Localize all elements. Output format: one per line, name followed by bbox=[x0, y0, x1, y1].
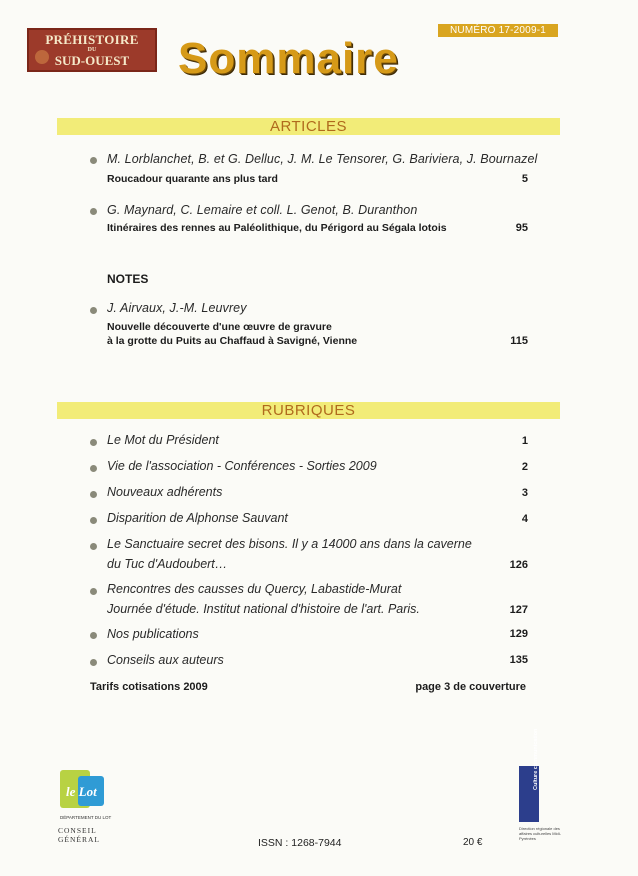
logo-line3: SUD-OUEST bbox=[54, 53, 130, 68]
culture-subtitle: Direction régionale des affaires culturelles Midi-Pyrénées bbox=[519, 826, 561, 841]
rubrique-page: 135 bbox=[509, 654, 528, 666]
bullet-icon bbox=[90, 632, 97, 639]
rubrique-item: Conseils aux auteurs bbox=[107, 653, 224, 667]
rubrique-page: 127 bbox=[509, 604, 528, 616]
bullet-icon bbox=[90, 307, 97, 314]
issue-number: NUMÉRO 17-2009-1 bbox=[438, 24, 558, 37]
bullet-icon bbox=[90, 659, 97, 666]
article-title: Roucadour quarante ans plus tard bbox=[107, 173, 278, 185]
tarifs-label: Tarifs cotisations 2009 bbox=[90, 681, 208, 693]
lot-logo bbox=[58, 770, 113, 818]
rubrique-page: 1 bbox=[521, 435, 528, 447]
rubrique-item-line2: du Tuc d'Audoubert… bbox=[107, 557, 228, 571]
article-authors: G. Maynard, C. Lemaire et coll. L. Genot, B. Duranthon bbox=[107, 203, 418, 217]
rubrique-page: 4 bbox=[521, 513, 528, 525]
rubrique-page: 2 bbox=[521, 461, 528, 473]
logo-line1: PRÉHISTOIRE bbox=[45, 32, 139, 47]
rubrique-item: Rencontres des causses du Quercy, Labastide-Murat bbox=[107, 582, 402, 596]
rubrique-item: Vie de l'association - Conférences - Sorties 2009 bbox=[107, 459, 377, 473]
note-authors: J. Airvaux, J.-M. Leuvrey bbox=[107, 301, 247, 315]
lot-subtitle: DÉPARTEMENT DU LOT bbox=[60, 815, 112, 820]
bullet-icon bbox=[90, 157, 97, 164]
bullet-icon bbox=[90, 588, 97, 595]
conseil-general bbox=[58, 826, 100, 844]
culture-logo-text: Culture communication bbox=[533, 728, 539, 790]
note-page: 115 bbox=[510, 335, 528, 347]
rubrique-page: 3 bbox=[521, 487, 528, 499]
bullet-icon bbox=[90, 543, 97, 550]
page-title: Sommaire bbox=[178, 34, 399, 83]
rubrique-item: Le Sanctuaire secret des bisons. Il y a 14000 ans dans la caverne bbox=[107, 537, 472, 551]
article-title: Itinéraires des rennes au Paléolithique, du Périgord au Ségala lotois bbox=[107, 222, 447, 234]
bullet-icon bbox=[90, 517, 97, 524]
articles-heading: ARTICLES bbox=[57, 118, 560, 135]
conseil-label: CONSEIL bbox=[58, 826, 97, 835]
article-authors: M. Lorblanchet, B. et G. Delluc, J. M. Le Tensorer, G. Bariviera, J. Bournazel bbox=[107, 152, 538, 166]
journal-logo bbox=[27, 28, 157, 72]
logo-line2: DU bbox=[87, 47, 97, 53]
bullet-icon bbox=[90, 465, 97, 472]
note-title-line1: Nouvelle découverte d'une œuvre de gravure bbox=[107, 321, 332, 333]
issn: ISSN : 1268-7944 bbox=[258, 837, 342, 849]
lot-logo-text: le Lot bbox=[66, 784, 97, 799]
rubrique-item: Nos publications bbox=[107, 627, 199, 641]
rubrique-item: Disparition de Alphonse Sauvant bbox=[107, 511, 288, 525]
rubrique-item-line2: Journée d'étude. Institut national d'histoire de l'art. Paris. bbox=[107, 602, 420, 616]
notes-heading: NOTES bbox=[107, 272, 149, 286]
general-label: GÉNÉRAL bbox=[58, 835, 100, 844]
rubrique-item: Nouveaux adhérents bbox=[107, 485, 223, 499]
bullet-icon bbox=[90, 439, 97, 446]
bullet-icon bbox=[90, 208, 97, 215]
note-title-line2: à la grotte du Puits au Chaffaud à Savigné, Vienne bbox=[107, 335, 358, 347]
bullet-icon bbox=[90, 491, 97, 498]
article-page: 95 bbox=[515, 222, 528, 234]
price: 20 € bbox=[463, 837, 483, 848]
rubrique-page: 129 bbox=[509, 628, 528, 640]
rubriques-heading: RUBRIQUES bbox=[57, 402, 560, 419]
tarifs-page: page 3 de couverture bbox=[415, 681, 526, 693]
rubrique-item: Le Mot du Président bbox=[107, 433, 219, 447]
article-page: 5 bbox=[521, 173, 528, 185]
rubrique-page: 126 bbox=[509, 559, 528, 571]
